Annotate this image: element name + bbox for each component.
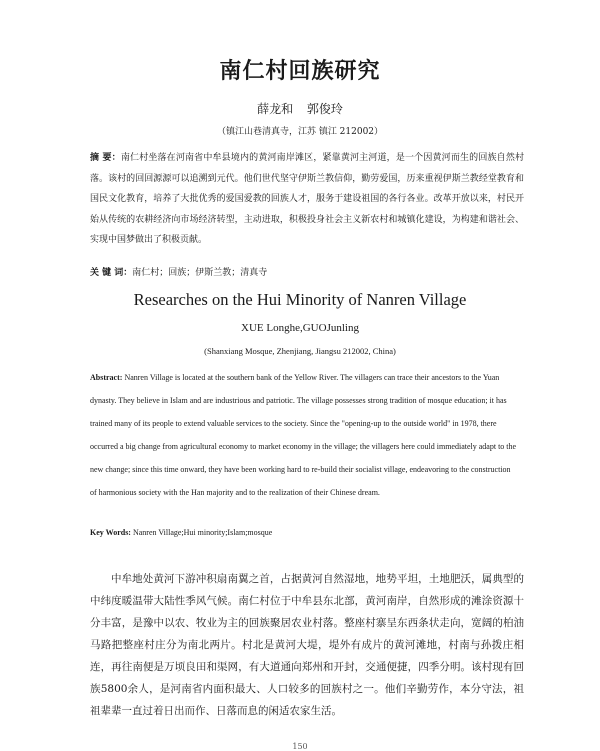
english-abstract-label: Abstract: <box>90 373 123 382</box>
chinese-title: 南仁村回族研究 <box>219 59 381 84</box>
chinese-keywords <box>90 265 524 278</box>
english-abstract <box>90 366 518 504</box>
english-keywords-label: Key Words: <box>90 528 131 537</box>
chinese-abstract-label: 摘 要： <box>90 153 121 163</box>
chinese-keywords-label: 关 键 词： <box>90 268 133 278</box>
chinese-affiliation: （镇江山巷清真寺，江苏 镇江 212002） <box>216 127 384 137</box>
english-authors: XUE Longhe,GUOJunling <box>241 322 359 334</box>
english-abstract-text: Nanren Village is located at the southern bank of the Yellow River. The villagers can trace their ancestors to the Yuan dynasty. They believe in Islam and are industrious and patriotic. The village possesses strong tradition of mosque education; it has trained many of its people to extend valuable services to the society. Since the "opening-up to the outside world" in 1978, there occurred a big change from agricultural economy to market economy in the village; the villagers here could immediately adapt to the new change; since this time onward, they have been working hard to re-build their socialist village, endeavoring to the construction of harmonious society with the Han majority and to the realization of their Chinese dream. <box>90 373 517 497</box>
english-title: Researches on the Hui Minority of Nanren Village <box>133 290 467 309</box>
chinese-abstract-text: 南仁村坐落在河南省中牟县境内的黄河南岸滩区，紧靠黄河主河道，是一个因黄河而生的回族自然村落。该村的回回源源可以追溯到元代。他们世代坚守伊斯兰教信仰，勤劳爱国，历来重视伊斯兰教经堂教育和国民文化教育，培养了大批优秀的爱国爱教的回族人才，服务于建设祖国的各行各业。改革开放以来，村民开始从传统的农耕经济向市场经济转型，主动进取，积极投身社会主义新农村和城镇化建设，为构建和谐社会、实现中国梦做出了积极贡献。 <box>90 153 524 245</box>
page-number: 150 <box>292 742 308 751</box>
chinese-keywords-text: 南仁村；回族；伊斯兰教；清真寺 <box>132 268 268 278</box>
english-keywords <box>90 528 518 537</box>
chinese-authors: 薛龙和 郭俊玲 <box>257 102 343 116</box>
english-keywords-text: Nanren Village;Hui minority;Islam;mosque <box>132 528 273 537</box>
chinese-abstract <box>90 148 524 251</box>
body-paragraph: 中牟地处黄河下游冲积扇南翼之首，占据黄河自然湿地，地势平坦，土地肥沃，属典型的中纬度暖温带大陆性季风气候。南仁村位于中牟县东北部，黄河南岸，自然形成的滩涂资源十分丰富，是豫中以农、牧业为主的回族聚居农业村落。整座村寨呈东西条状走向，宽阔的柏油马路把整座村庄分为南北两片。村北是黄河大堤，堤外有成片的黄河滩地，村南与孙拨庄相连，再往南便是万顷良田和渠网，有大道通向郑州和开封，交通便捷，四季分明。该村现有回族5800余人，是河南省内面积最大、人口较多的回族村之一。他们辛勤劳作，本分守法，祖祖辈辈一直过着日出而作、日落而息的闲适农家生活。 <box>90 573 524 717</box>
english-affiliation: (Shanxiang Mosque, Zhenjiang, Jiangsu 212002, China) <box>204 346 396 356</box>
